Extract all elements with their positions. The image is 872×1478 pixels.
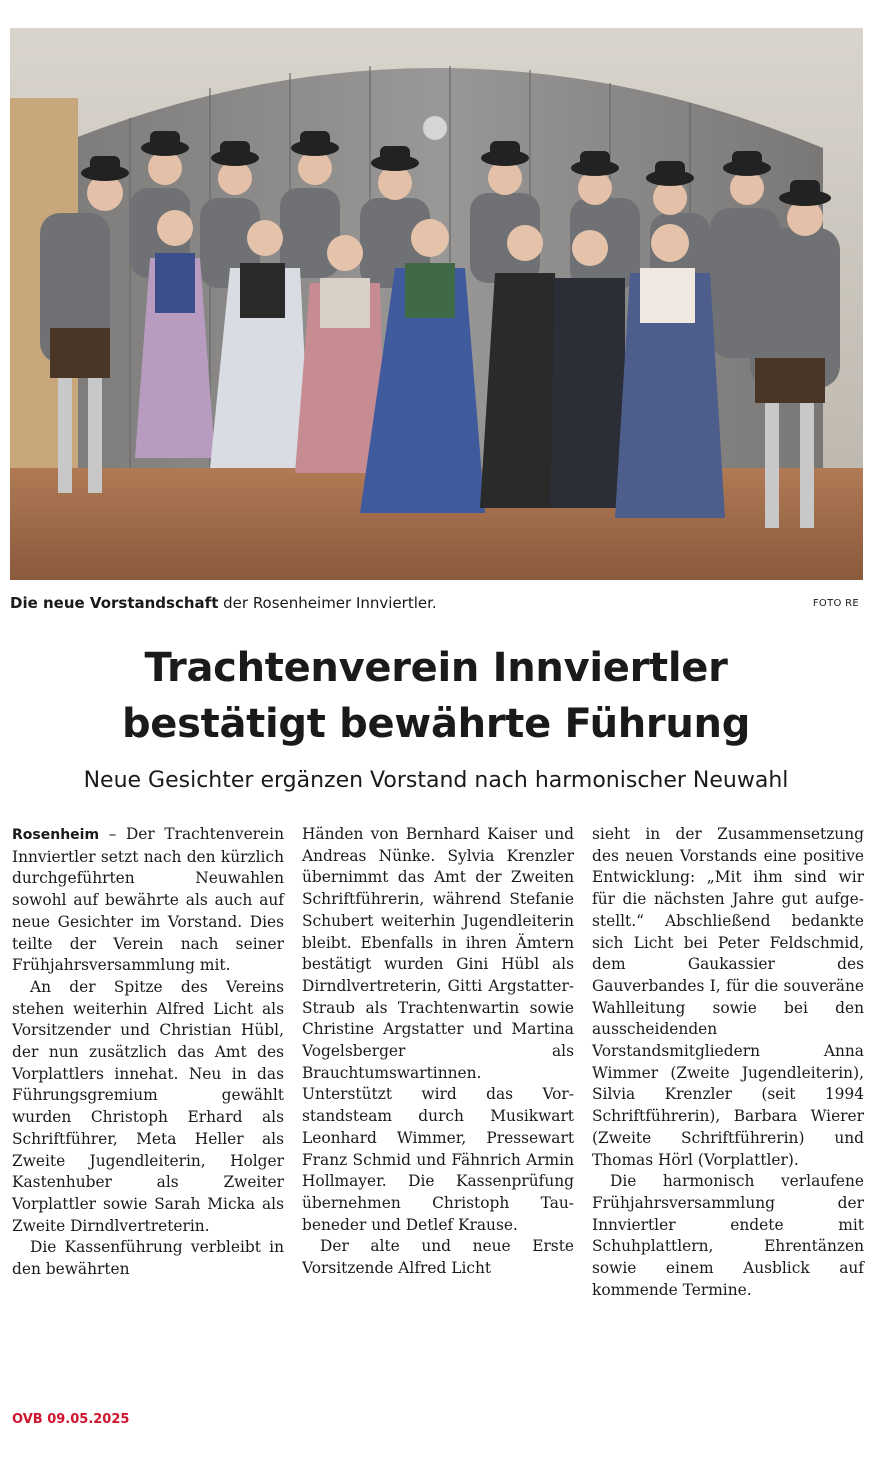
article-column-1: [12, 824, 284, 1301]
paragraph: Der alte und neue Erste Vorsitzende Alfred Licht: [302, 1237, 574, 1278]
paragraph: Die Kassenführung verbleibt in den bewährten: [12, 1238, 284, 1279]
article-column-2: [302, 824, 574, 1301]
paragraph: sieht in der Zusammensetzung des neuen Vorstands eine positive Entwicklung: „Mit ihm sind wir für die nächsten Jahre gut aufgestellt.“ Abschließend bedankte sich Licht bei Peter Feldschmid, dem Gaukassier des Gauverbandes I, für die souveräne Wahlleitung sowie bei den ausscheidenden Vorstandsmitgliedern Anna Wimmer (Zweite Jugendleiterin), Silvia Krenzler (seit 1994 Schriftführerin), Barbara Wierer (Zweite Schriftführerin) und Thomas Hörl (Vorplattler).: [592, 825, 864, 1169]
paragraph: Händen von Bernhard Kaiser und Andreas Nünke. Sylvia Krenzler übernimmt das Amt der Zweiten Schriftführerin, während Stefanie Schubert weiterhin Jugendleiterin bleibt. Ebenfalls in ihren Ämtern bestätigt wurden Gini Hübl als Dirndlvertreterin, Gitti Argstatter-Straub als Trachtenwartin sowie Christine Argstatter und Martina Vogelsberger als Brauchtumswartinnen. Unterstützt wird das Vorstandsteam durch Musikwart Leonhard Wimmer, Pressewart Franz Schmid und Fähnrich Armin Hollmayer. Die Kassenprüfung übernehmen Christoph Taubeneder und Detlef Krause.: [302, 825, 574, 1234]
group-photo-illustration: [10, 28, 863, 580]
paragraph: An der Spitze des Vereins stehen weiterhin Alfred Licht als Vorsitzender und Christian Hübl, der nun zusätzlich das Amt des Vorplattlers innehat. Neu in das Führungsgremium gewählt wurden Christoph Erhard als Schriftführer, Meta Heller als Zweite Jugendleiterin, Holger Kastenhuber als Zweiter Vorplattler sowie Sarah Micka als Zweite Dirndlvertreterin.: [12, 977, 284, 1235]
group-photo: [10, 28, 863, 580]
caption-bold-text: Die neue Vorstandschaft: [10, 594, 219, 612]
paragraph: Die harmonisch verlaufene Frühjahrsversammlung der Innviertler endete mit Schuhplattlern, Ehrentänzen sowie einem Ausblick auf kommende Termine.: [592, 1172, 864, 1299]
headline-line-2: bestätigt bewährte Führung: [121, 701, 751, 747]
caption-text: der Rosenheimer Innviertler.: [218, 594, 437, 612]
headline: [0, 640, 872, 752]
article-body: [12, 824, 864, 1301]
paragraph: [12, 824, 284, 977]
photo-credit: FOTO RE: [812, 598, 859, 609]
article-column-3: [592, 824, 864, 1301]
subheadline: Neue Gesichter ergänzen Vorstand nach harmonischer Neuwahl: [83, 768, 789, 793]
paragraph-text: – Der Trachtenverein Innviertler setzt nach den kürzlich durchgeführten Neuwahlen sowohl auf bewährte als auch auf neue Gesichter im Vorstand. Dies teilte der Verein nach seiner Frühjahrsversammlung mit.: [12, 825, 284, 975]
photo-caption: [10, 594, 863, 616]
source-date-label: OVB 09.05.2025: [12, 1412, 130, 1427]
headline-line-1: Trachtenverein Innviertler: [144, 645, 728, 691]
dateline: Rosenheim: [12, 827, 100, 843]
